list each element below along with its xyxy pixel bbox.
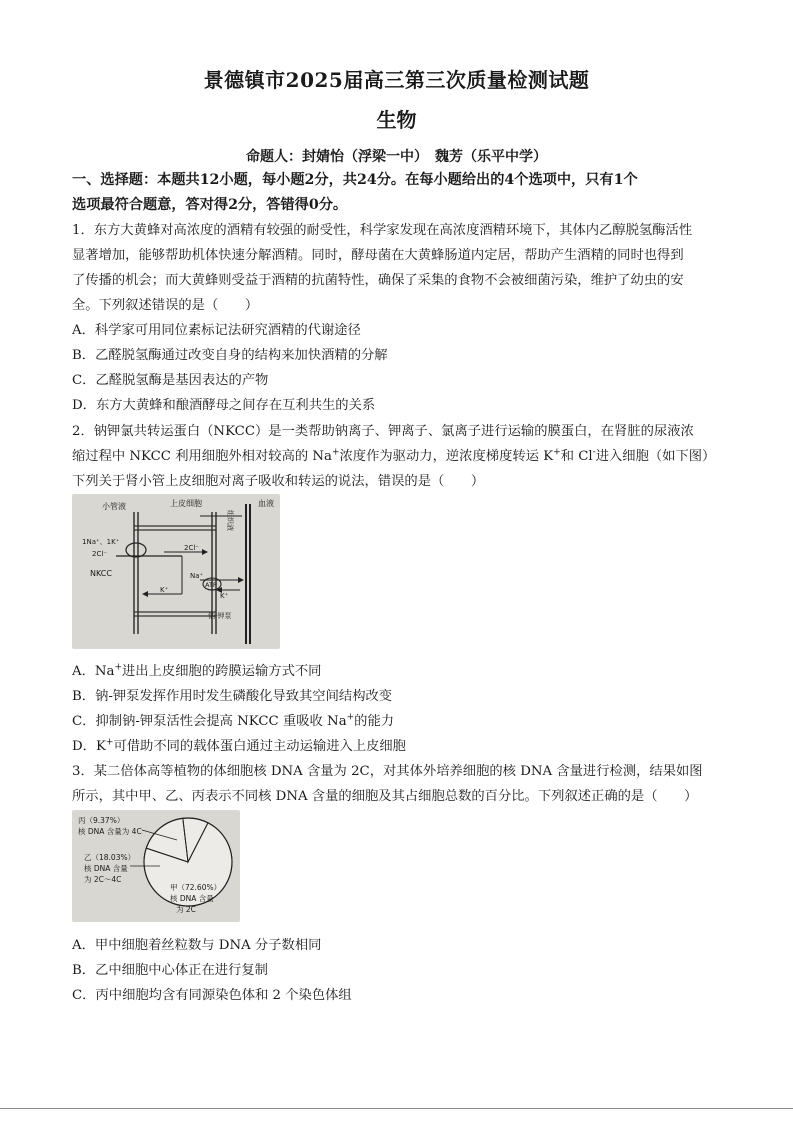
q2-stem-line2-part3: 和 Cl — [560, 449, 593, 464]
q1-option-a: A．科学家可用同位素标记法研究酒精的代谢途径 — [72, 323, 361, 338]
q2-stem-line2 — [72, 448, 715, 466]
pie-label-a-line1: 甲（72.60%） — [170, 883, 222, 892]
exam-title: 景德镇市2025届高三第三次质量检测试题 — [203, 68, 590, 92]
pie-label-b-line2: 核 DNA 含量 — [84, 864, 128, 873]
footer-rule — [0, 1108, 793, 1109]
pie-chart — [144, 818, 232, 906]
q1-stem-line3: 了传播的机会；而大黄蜂则受益于酒精的抗菌特性，确保了采集的食物不会被细菌污染，维护了幼虫的安 — [72, 273, 684, 288]
superscript-plus: + — [114, 662, 123, 673]
pie-label-a-line3: 为 2C — [176, 905, 196, 914]
q2-stem-line1: 2．钠钾氯共转运蛋白（NKCC）是一类帮助钠离子、钾离子、氯离子进行运输的膜蛋白，在肾脏的尿液浓 — [72, 424, 694, 439]
q1-option-b: B．乙醛脱氢酶通过改变自身的结构来加快酒精的分解 — [72, 348, 388, 363]
superscript-plus: + — [346, 712, 355, 723]
subject-title: 生物 — [376, 108, 417, 132]
label-sodium-potassium-pump: 钠-钾泵 — [208, 612, 232, 620]
q1-stem-line1: 1．东方大黄蜂对高浓度的酒精有较强的耐受性，科学家发现在高浓度酒精环境下，其体内乙醇脱氢酶活性 — [72, 223, 693, 238]
label-tissue-fluid: 组织液 — [226, 510, 234, 531]
q2-option-c-part2: 的能力 — [354, 714, 395, 729]
q3-option-c: C．丙中细胞均含有同源染色体和 2 个染色体组 — [72, 988, 352, 1003]
q1-stem-line4: 全。下列叙述错误的是（ ） — [72, 298, 259, 313]
label-epithelial-cell: 上皮细胞 — [170, 499, 202, 508]
label-chloride: 2Cl⁻ — [92, 550, 107, 558]
q3-option-a: A．甲中细胞着丝粒数与 DNA 分子数相同 — [72, 938, 322, 953]
q2-option-b: B．钠-钾泵发挥作用时发生磷酸化导致其空间结构改变 — [72, 689, 393, 704]
pie-label-b-line1: 乙（18.03%） — [84, 853, 136, 862]
label-blood: 血液 — [258, 499, 274, 508]
q1-option-c: C．乙醛脱氢酶是基因表达的产物 — [72, 373, 269, 388]
q3-option-b: B．乙中细胞中心体正在进行复制 — [72, 963, 268, 978]
authors-line: 命题人：封婧怡（浮梁一中） 魏芳（乐平中学） — [246, 149, 547, 165]
superscript-plus: + — [105, 737, 114, 748]
superscript-plus: + — [553, 447, 561, 458]
q2-stem-line2-part2: 浓度作为驱动力，逆浓度梯度转运 K — [339, 449, 554, 464]
label-potassium-2: K⁺ — [160, 586, 169, 594]
label-chloride-2: 2Cl⁻ — [184, 544, 199, 552]
label-inflow-ions: 1Na⁺、1K⁺ — [82, 538, 120, 546]
q2-stem-line2-part4: 进入细胞（如下图） — [595, 449, 716, 464]
superscript-plus: + — [331, 447, 340, 458]
q1-option-d: D．东方大黄蜂和酿酒酵母之间存在互利共生的关系 — [72, 398, 376, 413]
pie-label-a-line2: 核 DNA 含量 — [170, 894, 214, 903]
q2-option-c — [72, 713, 394, 731]
pie-label-c-line1: 丙（9.37%） — [78, 816, 125, 825]
nkcc-diagram — [72, 494, 280, 649]
section-heading-line1: 一、选择题：本题共12小题，每小题2分，共24分。在每小题给出的4个选项中，只有1个 — [72, 172, 638, 188]
pie-label-c-line2: 核 DNA 含量为 4C — [78, 827, 142, 836]
label-potassium: K⁺ — [220, 592, 229, 600]
q2-option-d-part2: 可借助不同的载体蛋白通过主动运输进入上皮细胞 — [113, 739, 406, 754]
q2-stem-line2-part1: 缩过程中 NKCC 利用细胞外相对较高的 Na — [72, 449, 332, 464]
q2-option-d — [72, 738, 406, 756]
q2-stem-line3: 下列关于肾小管上皮细胞对离子吸收和转运的说法，错误的是（ ） — [72, 474, 485, 489]
q1-stem-line2: 显著增加，能够帮助机体快速分解酒精。同时，酵母菌在大黄蜂肠道内定居，帮助产生酒精的同时也得到 — [72, 248, 684, 263]
q2-option-a — [72, 663, 321, 681]
section-heading-line2: 选项最符合题意，答对得2分，答错得0分。 — [72, 197, 348, 213]
q2-option-c-part1: C．抑制钠-钾泵活性会提高 NKCC 重吸收 Na — [72, 714, 347, 729]
label-atp: ATP — [205, 581, 217, 589]
label-tubule: 小管液 — [102, 502, 126, 511]
label-sodium: Na⁺ — [190, 572, 204, 580]
q3-stem-line1: 3．某二倍体高等植物的体细胞核 DNA 含量为 2C，对其体外培养细胞的核 DNA 含量进行检测，结果如图 — [72, 764, 703, 779]
superscript-minus: - — [592, 447, 596, 458]
pie-label-b-line3: 为 2C～4C — [84, 875, 122, 884]
label-nkcc: NKCC — [90, 569, 112, 578]
q2-option-a-part2: 进出上皮细胞的跨膜运输方式不同 — [122, 664, 322, 679]
q2-option-d-part1: D．K — [72, 739, 106, 754]
q3-stem-line2: 所示，其中甲、乙、丙表示不同核 DNA 含量的细胞及其占细胞总数的百分比。下列叙述正确的是（ ） — [72, 789, 698, 804]
dna-content-pie-figure — [72, 810, 240, 922]
q2-option-a-part1: A．Na — [72, 664, 115, 679]
